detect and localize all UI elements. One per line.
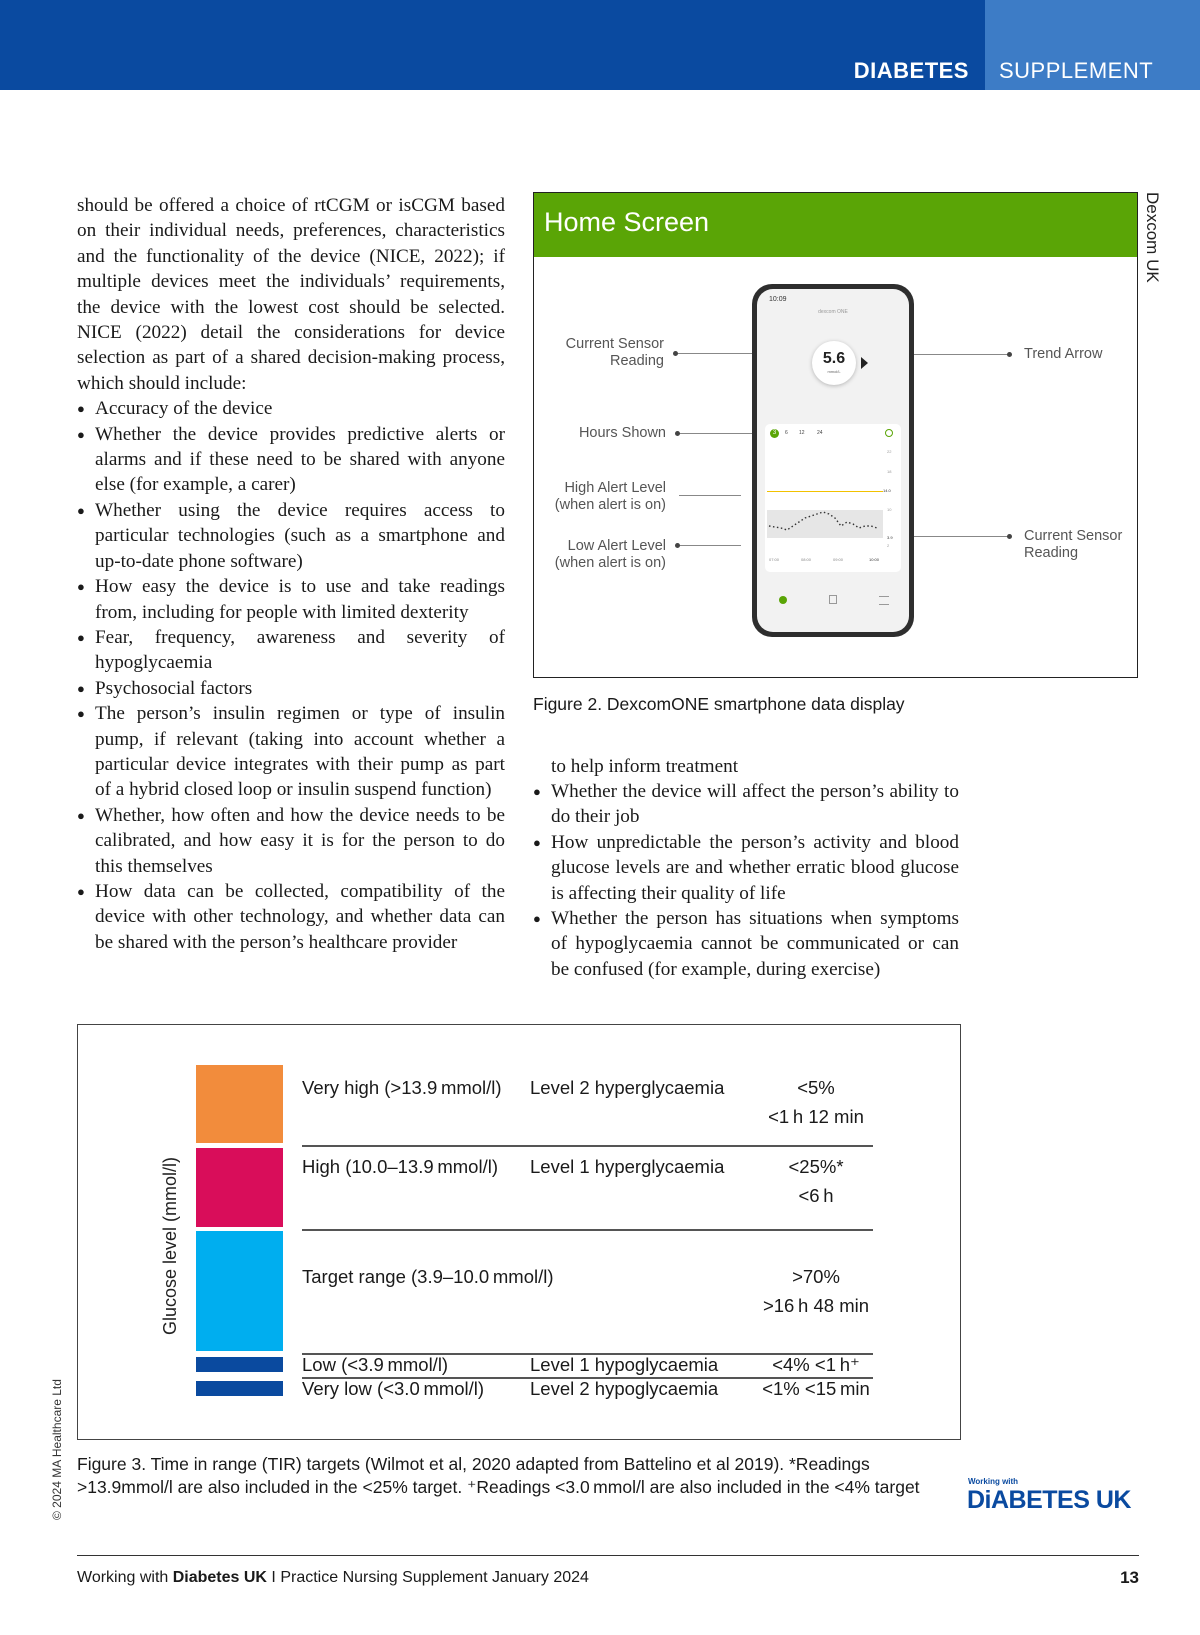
reports-nav-icon[interactable] xyxy=(829,595,837,604)
x-tick: 10:00 xyxy=(869,557,880,562)
footer-prefix: Working with xyxy=(77,1569,173,1586)
high-alert-line xyxy=(767,491,883,492)
row-low-level: Level 1 hypoglycaemia xyxy=(530,1354,719,1375)
row-high-time: <6 h xyxy=(798,1185,834,1206)
settings-nav-icon[interactable] xyxy=(879,596,889,605)
list-item: ● How data can be collected, compatibility of the device with other technology, and whether data can be shared with the person’s healthcare provider xyxy=(77,879,505,955)
row-high-level: Level 1 hyperglycaemia xyxy=(530,1156,725,1177)
y-tick: 22 xyxy=(887,449,892,454)
bar-target xyxy=(196,1231,283,1351)
figure-2-caption: Figure 2. DexcomONE smartphone data display xyxy=(533,694,905,714)
row-high-target: <25%* xyxy=(788,1156,844,1177)
list-item: ● Whether the device will affect the person’s ability to do their job xyxy=(533,779,959,830)
phone-screen xyxy=(757,289,909,632)
considerations-list xyxy=(77,396,505,955)
leader-dot xyxy=(675,431,680,436)
y-tick: 10 xyxy=(887,507,892,512)
row-target-time: >16 h 48 min xyxy=(762,1295,870,1316)
list-item: ● How easy the device is to use and take readings from, including for people with limited dexterity xyxy=(77,574,505,625)
bar-low xyxy=(196,1357,283,1372)
row-target-range: Target range (3.9–10.0 mmol/l) xyxy=(302,1266,554,1287)
copyright: © 2024 MA Healthcare Ltd xyxy=(50,1379,64,1520)
axis-label-wrap xyxy=(160,1145,184,1335)
figure-2 xyxy=(533,192,1138,678)
row-low-range: Low (<3.9 mmol/l) xyxy=(302,1354,449,1375)
leader-dot xyxy=(673,351,678,356)
row-very-low-target: <1% <15 min xyxy=(762,1378,870,1399)
leader-dot xyxy=(675,543,680,548)
diabetes-uk-logo: DiABETES UK xyxy=(967,1486,1131,1514)
reading-unit: mmol/L xyxy=(827,369,841,374)
x-tick: 09:00 xyxy=(833,557,844,562)
row-very-high-time: <1 h 12 min xyxy=(768,1106,864,1127)
row-very-high-range: Very high (>13.9 mmol/l) xyxy=(302,1077,502,1098)
reading-value: 5.6 xyxy=(822,350,846,367)
trend-arrow-icon xyxy=(861,357,868,369)
footer-text xyxy=(77,1569,589,1587)
hours-chip[interactable]: 24 xyxy=(817,430,823,436)
home-nav-icon[interactable] xyxy=(779,596,787,604)
annotation-low-alert: Low Alert Level (when alert is on) xyxy=(554,538,666,571)
y-tick: 18 xyxy=(887,469,892,474)
bar-very-high xyxy=(196,1065,283,1143)
annotation-hours-shown: Hours Shown xyxy=(578,425,666,441)
intro-paragraph: should be offered a choice of rtCGM or isCGM based on their individual needs, preferences, characteristics and the functionality of the device (NICE, 2022); if multiple devices meet the individuals’ requirements, the device with the lowest cost should be selected. NICE (2022) detail the considerations for device selection as part of a shared decision-making process, which should include: xyxy=(77,195,505,394)
row-very-low-level: Level 2 hypoglycaemia xyxy=(530,1378,719,1399)
list-item: ● Accuracy of the device xyxy=(77,396,505,421)
row-low-target: <4% <1 h⁺ xyxy=(772,1354,860,1375)
divider xyxy=(302,1145,873,1147)
copyright-wrap xyxy=(50,1360,70,1520)
bar-very-low xyxy=(196,1381,283,1396)
y-tick: 2 xyxy=(887,543,890,548)
figure-2-title: Home Screen xyxy=(544,207,710,237)
hours-chip[interactable]: 12 xyxy=(799,430,805,436)
divider xyxy=(302,1229,873,1231)
footer-suffix: I Practice Nursing Supplement January 2024 xyxy=(266,1569,589,1586)
list-item: ● Fear, frequency, awareness and severity of hypoglycaemia xyxy=(77,625,505,676)
row-high-range: High (10.0–13.9 mmol/l) xyxy=(302,1156,498,1177)
axis-label: Glucose level (mmol/l) xyxy=(160,1156,180,1335)
list-item: ● How unpredictable the person’s activity and blood glucose levels are and whether erratic blood glucose is affecting their quality of life xyxy=(533,830,959,906)
list-item: ● Whether, how often and how the device needs to be calibrated, and how easy it is for the person to do this themselves xyxy=(77,803,505,879)
row-very-low-range: Very low (<3.0 mmol/l) xyxy=(302,1378,485,1399)
annotation-high-alert: High Alert Level (when alert is on) xyxy=(554,480,666,513)
bar-high xyxy=(196,1148,283,1227)
right-column xyxy=(551,754,959,779)
list-item: ● Whether the device provides predictive alerts or alarms and if these need to be shared with anyone else (for example, a carer) xyxy=(77,422,505,498)
footer-rule xyxy=(77,1555,1139,1556)
leader-line xyxy=(679,545,741,546)
annotation-trend-arrow: Trend Arrow xyxy=(1024,346,1103,362)
header-band xyxy=(0,0,985,90)
list-item: ● Whether using the device requires access to particular technologies (such as a smartphone and up-to-date phone software) xyxy=(77,498,505,574)
row-very-high-target: <5% xyxy=(797,1077,835,1098)
leader-line xyxy=(679,495,741,496)
y-tick: 3.9 xyxy=(887,535,893,540)
zoom-icon[interactable] xyxy=(885,429,893,437)
figure-2-credit: Dexcom UK xyxy=(1143,192,1162,283)
x-tick: 08:00 xyxy=(801,557,812,562)
graph-card xyxy=(765,424,901,572)
list-item: ● Psychosocial factors xyxy=(77,676,505,701)
footer-brand: Diabetes UK xyxy=(172,1569,267,1586)
row-very-high-level: Level 2 hyperglycaemia xyxy=(530,1077,725,1098)
logo-small-text: Working with xyxy=(968,1477,1019,1486)
header-subtitle: SUPPLEMENT xyxy=(999,58,1154,83)
list-item: ● Whether the person has situations when symptoms of hypoglycaemia cannot be communicated or can be confused (for example, during exercise) xyxy=(533,906,959,982)
x-tick: 07:00 xyxy=(769,557,780,562)
glucose-trace xyxy=(767,504,883,544)
figure-3-caption: Figure 3. Time in range (TIR) targets (Wilmot et al, 2020 adapted from Battelino et al 2019). *Readings >13.9mmol/l are also included in the <25% target. ⁺Readings <3.0 mmol/l are also included in the <4% target xyxy=(77,1454,920,1497)
considerations-list-continued xyxy=(533,779,959,982)
annotation-current-sensor-left: Current Sensor Reading xyxy=(565,336,664,369)
list-item: ● The person’s insulin regimen or type of insulin pump, if relevant (taking into account whether a particular device integrates with their pump as part of a hybrid closed loop or insulin suspend function) xyxy=(77,701,505,803)
phone-clock: 10:09 xyxy=(769,296,787,303)
hours-chip[interactable]: 6 xyxy=(785,430,788,436)
left-column xyxy=(77,193,505,955)
side-credit-wrap xyxy=(1142,192,1166,312)
hours-chip-selected[interactable]: 3 xyxy=(770,429,779,438)
phone-brand: dexcom ONE xyxy=(818,309,848,315)
row-target-target: >70% xyxy=(792,1266,840,1287)
continuation-text: to help inform treatment xyxy=(551,756,739,777)
page-number: 13 xyxy=(1120,1568,1139,1587)
leader-dot xyxy=(1007,352,1012,357)
header-title: DIABETES xyxy=(853,58,969,83)
y-tick: 14.0 xyxy=(883,488,891,493)
right-column-list xyxy=(533,779,959,982)
annotation-current-sensor-right: Current Sensor Reading xyxy=(1024,528,1123,561)
leader-dot xyxy=(1007,534,1012,539)
